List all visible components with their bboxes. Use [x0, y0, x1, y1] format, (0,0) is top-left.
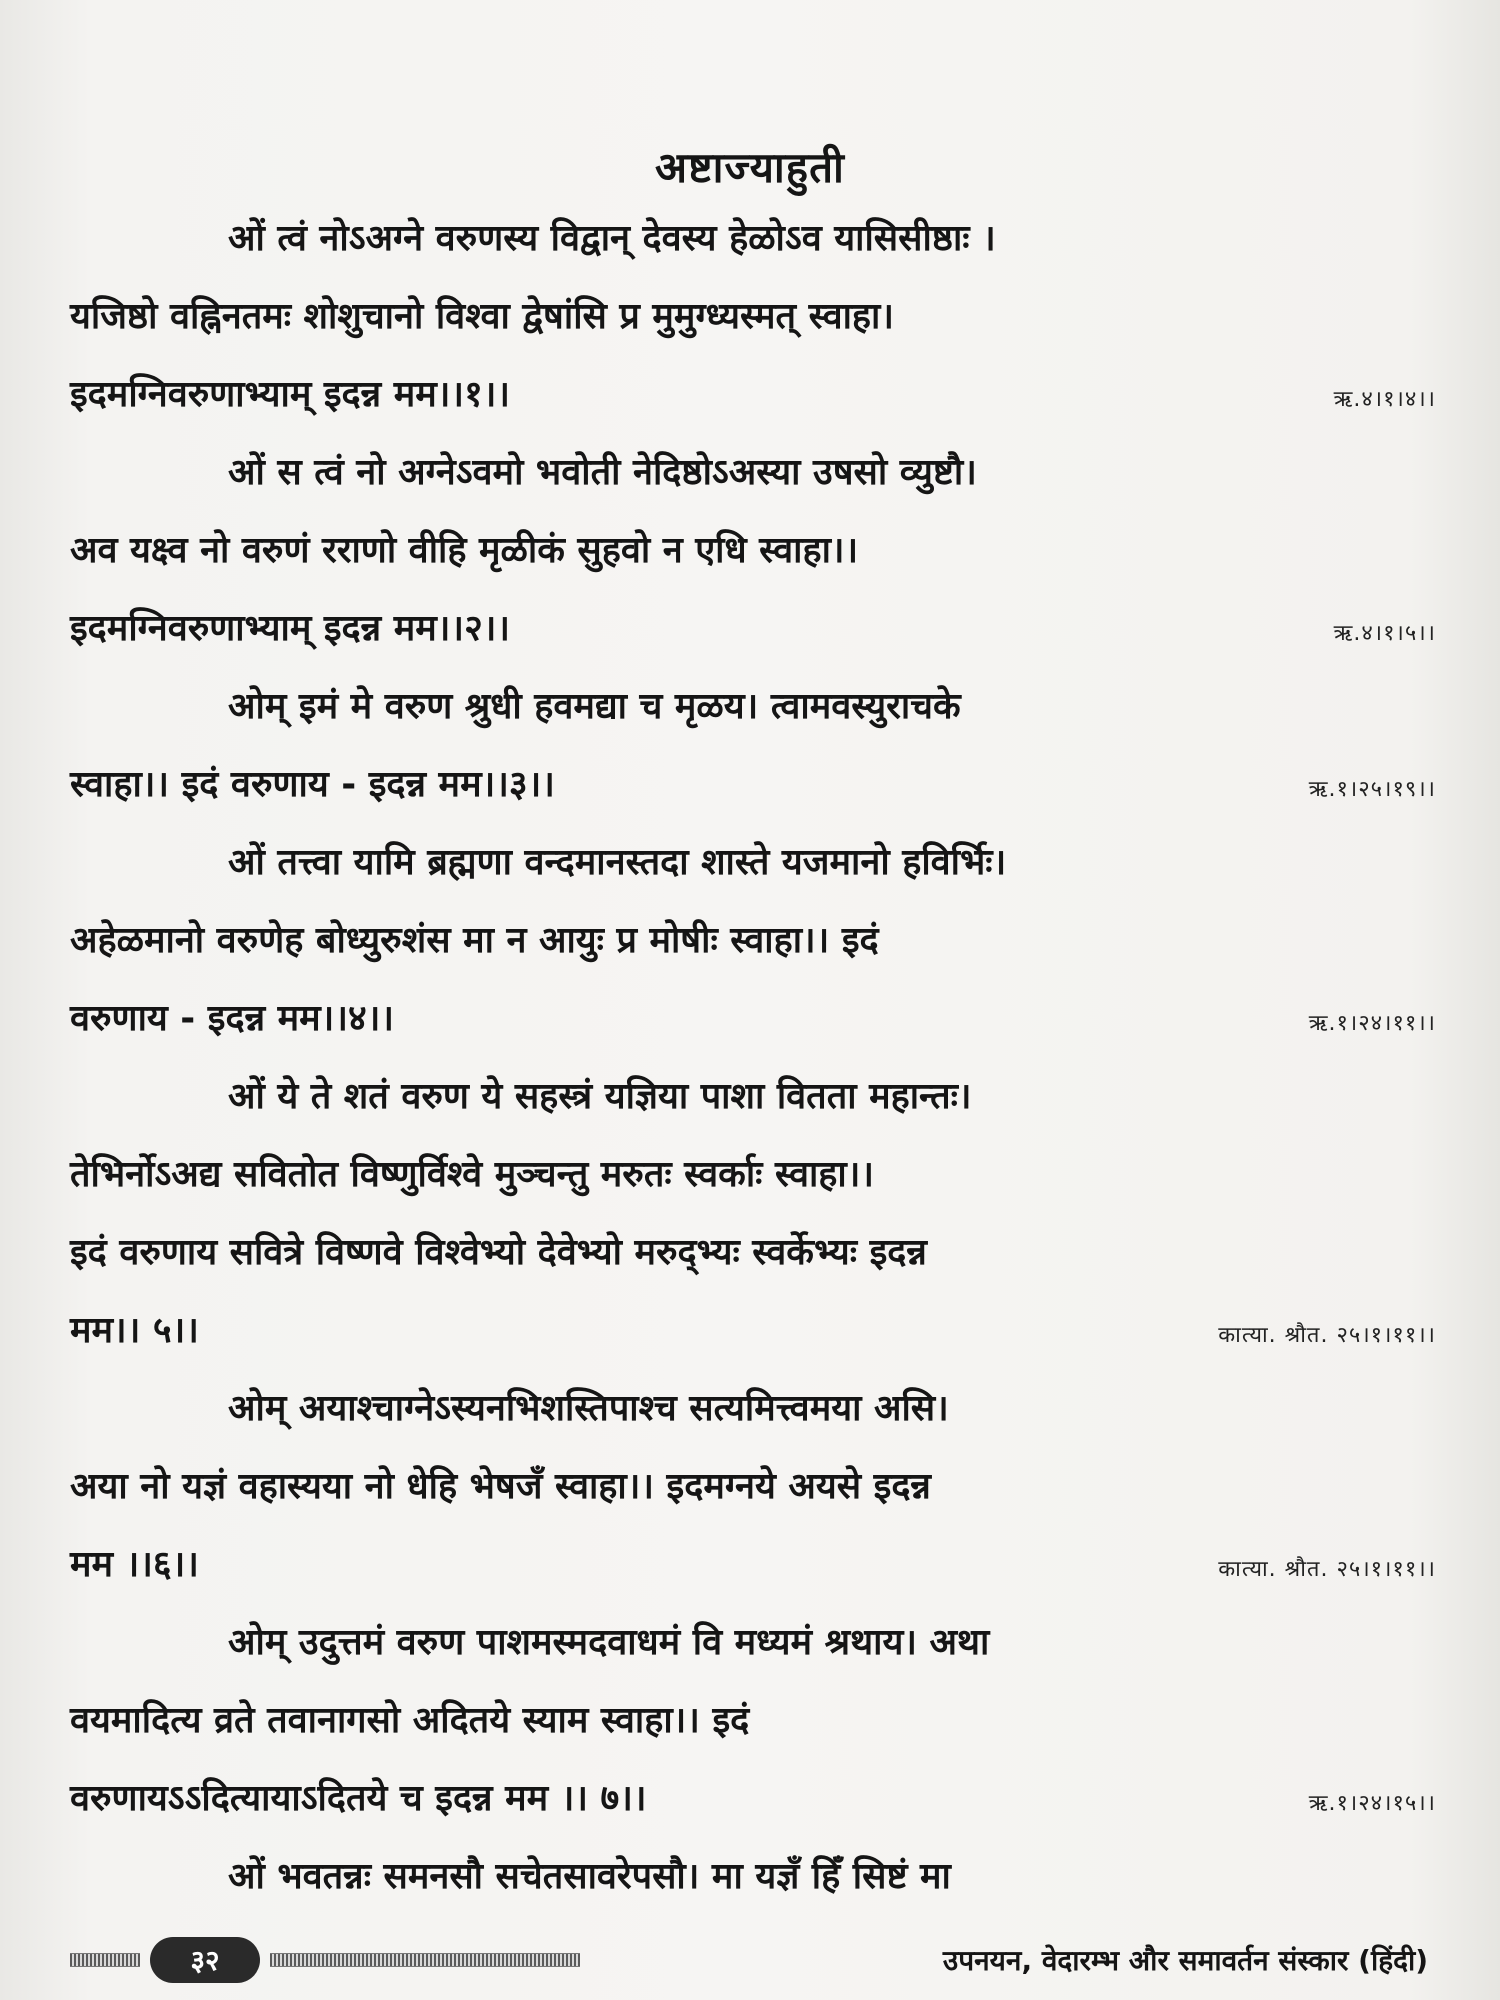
verse-text: इदं वरुणाय सवित्रे विष्णवे विश्वेभ्यो देवेभ्यो मरुद्भ्यः स्वर्केभ्यः इदन्न: [70, 1232, 927, 1273]
verse-text: स्वाहा।। इदं वरुणाय - इदन्न मम।।३।।: [70, 764, 555, 805]
verse-content: [70, 200, 1442, 1916]
verse-line: [70, 1214, 1442, 1292]
verse-line: [70, 278, 1442, 356]
verse-text: ओम् इमं मे वरुण श्रुधी हवमद्या च मृळय। त्वामवस्युराचके: [228, 686, 961, 727]
verse-line: [70, 200, 1442, 278]
verse-text: अव यक्ष्व नो वरुणं रराणो वीहि मृळीकं सुहवो न एधि स्वाहा।।: [70, 530, 859, 571]
verse-line: [70, 1448, 1442, 1526]
verse-text: तेभिर्नोऽअद्य सवितोत विष्णुर्विश्वे मुञ्चन्तु मरुतः स्वर्काः स्वाहा।।: [70, 1154, 875, 1195]
verse-1: [70, 200, 1442, 434]
verse-text: ओं स त्वं नो अग्नेऽवमो भवोती नेदिष्ठोऽअस्या उषसो व्युष्टौ।: [228, 452, 977, 493]
book-title: उपनयन, वेदारम्भ और समावर्तन संस्कार (हिंदी): [942, 1944, 1428, 1977]
verse-text: इदमग्निवरुणाभ्याम् इदन्न मम।।१।।: [70, 374, 511, 415]
verse-3: [70, 668, 1442, 824]
verse-line: [70, 668, 1442, 746]
verse-text: अया नो यज्ञं वहास्यया नो धेहि भेषजँ स्वाहा।। इदमग्नये अयसे इदन्न: [70, 1466, 931, 1507]
verse-text: ओम् अयाश्चाग्नेऽस्यनभिशस्तिपाश्च सत्यमित्त्वमया असि।: [228, 1388, 949, 1429]
verse-line: [70, 434, 1442, 512]
verse-line: [70, 512, 1442, 590]
verse-line: [70, 1370, 1442, 1448]
verse-line: [70, 1292, 1442, 1370]
verse-reference: ऋ.४।१।४।।: [1333, 387, 1436, 412]
verse-line: [70, 1760, 1442, 1838]
verse-4: [70, 824, 1442, 1058]
verse-reference: ऋ.१।२५।१९।।: [1308, 777, 1436, 802]
verse-6: [70, 1370, 1442, 1604]
verse-line: [70, 1838, 1442, 1916]
verse-text: ओम् उदुत्तमं वरुण पाशमस्मदवाधमं वि मध्यमं श्रथाय। अथा: [228, 1622, 990, 1663]
verse-text: वयमादित्य व्रते तवानागसो अदितये स्याम स्वाहा।। इदं: [70, 1700, 750, 1741]
verse-text: ओं त्वं नोऽअग्ने वरुणस्य विद्वान् देवस्य हेळोऽव यासिसीष्ठाः ।: [228, 218, 996, 259]
verse-text: ओं भवतन्नः समनसौ सचेतसावरेपसौ। मा यज्ञँ हिँ सिष्टं मा: [228, 1856, 951, 1897]
verse-reference: कात्या. श्रौत. २५।१।११।।: [1218, 1557, 1436, 1582]
verse-reference: ऋ.४।१।५।।: [1333, 621, 1436, 646]
verse-line: [70, 980, 1442, 1058]
footer-rule-left: [70, 1953, 140, 1967]
verse-7: [70, 1604, 1442, 1838]
page-footer: [70, 1935, 1442, 1985]
verse-reference: कात्या. श्रौत. २५।१।११।।: [1218, 1323, 1436, 1348]
verse-8: [70, 1838, 1442, 1916]
verse-line: [70, 746, 1442, 824]
verse-line: [70, 1526, 1442, 1604]
verse-line: [70, 1682, 1442, 1760]
page-number: ३२: [150, 1937, 260, 1983]
verse-line: [70, 590, 1442, 668]
footer-rule-middle: [270, 1953, 580, 1967]
verse-reference: ऋ.१।२४।१५।।: [1308, 1791, 1436, 1816]
verse-text: इदमग्निवरुणाभ्याम् इदन्न मम।।२।।: [70, 608, 511, 649]
verse-line: [70, 1058, 1442, 1136]
section-title: अष्टाज्याहुती: [655, 143, 845, 192]
verse-line: [70, 1604, 1442, 1682]
verse-line: [70, 902, 1442, 980]
verse-line: [70, 356, 1442, 434]
verse-line: [70, 824, 1442, 902]
verse-text: ओं ये ते शतं वरुण ये सहस्त्रं यज्ञिया पाशा वितता महान्तः।: [228, 1076, 972, 1117]
verse-2: [70, 434, 1442, 668]
verse-reference: ऋ.१।२४।११।।: [1308, 1011, 1436, 1036]
verse-5: [70, 1058, 1442, 1370]
verse-text: मम।। ५।।: [70, 1310, 199, 1351]
verse-text: वरुणायऽऽदित्यायाऽदितये च इदन्न मम ।। ७।।: [70, 1778, 647, 1819]
verse-text: ओं तत्त्वा यामि ब्रह्मणा वन्दमानस्तदा शास्ते यजमानो हविर्भिः।: [228, 842, 1007, 883]
verse-text: यजिष्ठो वह्निनतमः शोशुचानो विश्वा द्वेषांसि प्र मुमुग्ध्यस्मत् स्वाहा।: [70, 296, 895, 337]
verse-text: वरुणाय - इदन्न मम।।४।।: [70, 998, 394, 1039]
verse-line: [70, 1136, 1442, 1214]
verse-text: मम ।।६।।: [70, 1544, 199, 1585]
verse-text: अहेळमानो वरुणेह बोध्युरुशंस मा न आयुः प्र मोषीः स्वाहा।। इदं: [70, 920, 879, 961]
